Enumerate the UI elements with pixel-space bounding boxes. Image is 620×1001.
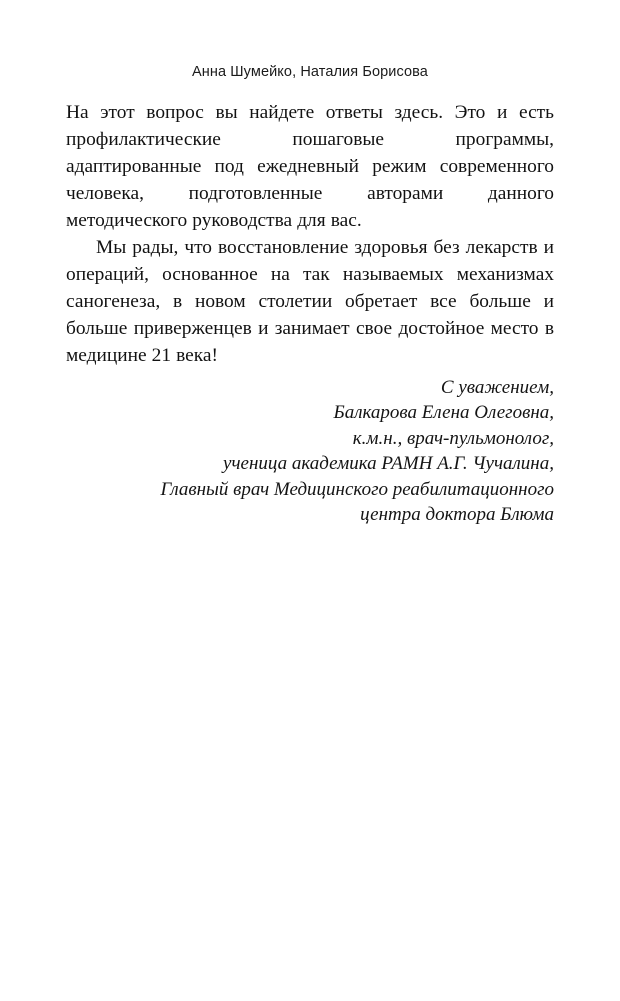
body-text-column xyxy=(66,99,554,369)
signature-line-degree: к.м.н., врач-пульмонолог, xyxy=(352,427,554,449)
body-paragraph: На этот вопрос вы найдете ответы здесь. Это и есть профилактические пошаговые программы, адаптированные под ежедневный режим современного человека, подготовленные авторами данного методического руководства для вас. xyxy=(66,102,554,231)
signature-line-affiliation: ученица академика РАМН А.Г. Чучалина, xyxy=(223,453,554,475)
signature-line-name: Балкарова Елена Олеговна, xyxy=(333,402,554,424)
signature-line-position: Главный врач Медицинского реабилитационного xyxy=(160,478,554,500)
signature-block xyxy=(66,375,554,527)
signature-line-organization: центра доктора Блюма xyxy=(360,504,554,526)
signature-line-closing: С уважением, xyxy=(440,377,554,398)
body-paragraph: Мы рады, что восстановление здоровья без лекарств и операций, основанное на так называемых механизмах саногенеза, в новом столетии обретает все больше и больше приверженцев и занимает свое достойное место в медицине 21 века! xyxy=(66,237,554,366)
running-head: Анна Шумейко, Наталия Борисова xyxy=(192,64,428,80)
